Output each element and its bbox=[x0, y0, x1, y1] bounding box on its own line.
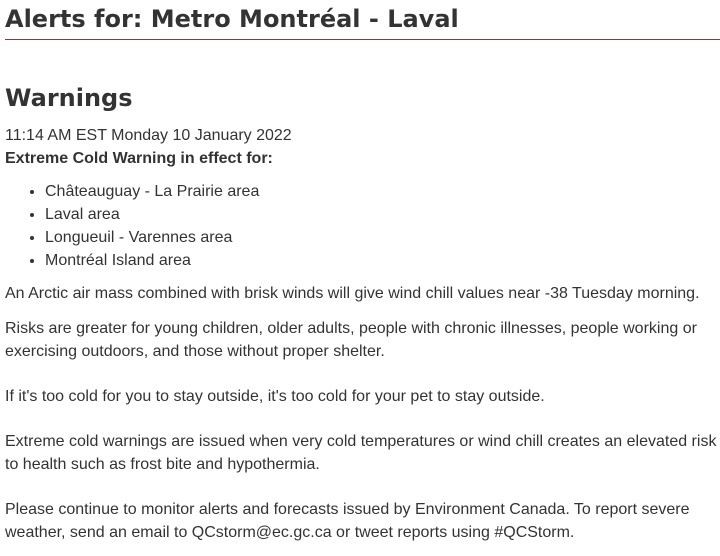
warning-intro: Extreme Cold Warning in effect for: bbox=[5, 150, 273, 167]
warning-content bbox=[5, 124, 717, 556]
issued-timestamp: 11:14 AM EST Monday 10 January 2022 bbox=[5, 127, 292, 144]
warnings-heading: Warnings bbox=[5, 84, 133, 112]
area-item: • Longueuil - Varennes area bbox=[45, 226, 717, 249]
area-item: • Châteauguay - La Prairie area bbox=[45, 180, 717, 203]
warning-paragraph: An Arctic air mass combined with brisk winds will give wind chill values near -38 Tuesday morning. bbox=[5, 285, 700, 302]
warning-paragraph: Risks are greater for young children, older adults, people with chronic illnesses, people working or exercising outdoors, and those without proper shelter. bbox=[5, 320, 697, 360]
warning-paragraph: Extreme cold warnings are issued when very cold temperatures or wind chill creates an elevated risk to health such as frost bite and hypothermia. bbox=[5, 433, 717, 473]
warning-paragraph: If it's too cold for you to stay outside, it's too cold for your pet to stay outside. bbox=[5, 388, 545, 405]
affected-areas-list bbox=[5, 180, 717, 272]
title-divider bbox=[5, 39, 720, 40]
warning-paragraph: Please continue to monitor alerts and forecasts issued by Environment Canada. To report severe weather, send an email to QCstorm@ec.gc.ca or tweet reports using #QCStorm. bbox=[5, 501, 690, 541]
area-item: • Montréal Island area bbox=[45, 249, 717, 272]
area-item: • Laval area bbox=[45, 203, 717, 226]
page-title: Alerts for: Metro Montréal - Laval bbox=[5, 5, 459, 33]
